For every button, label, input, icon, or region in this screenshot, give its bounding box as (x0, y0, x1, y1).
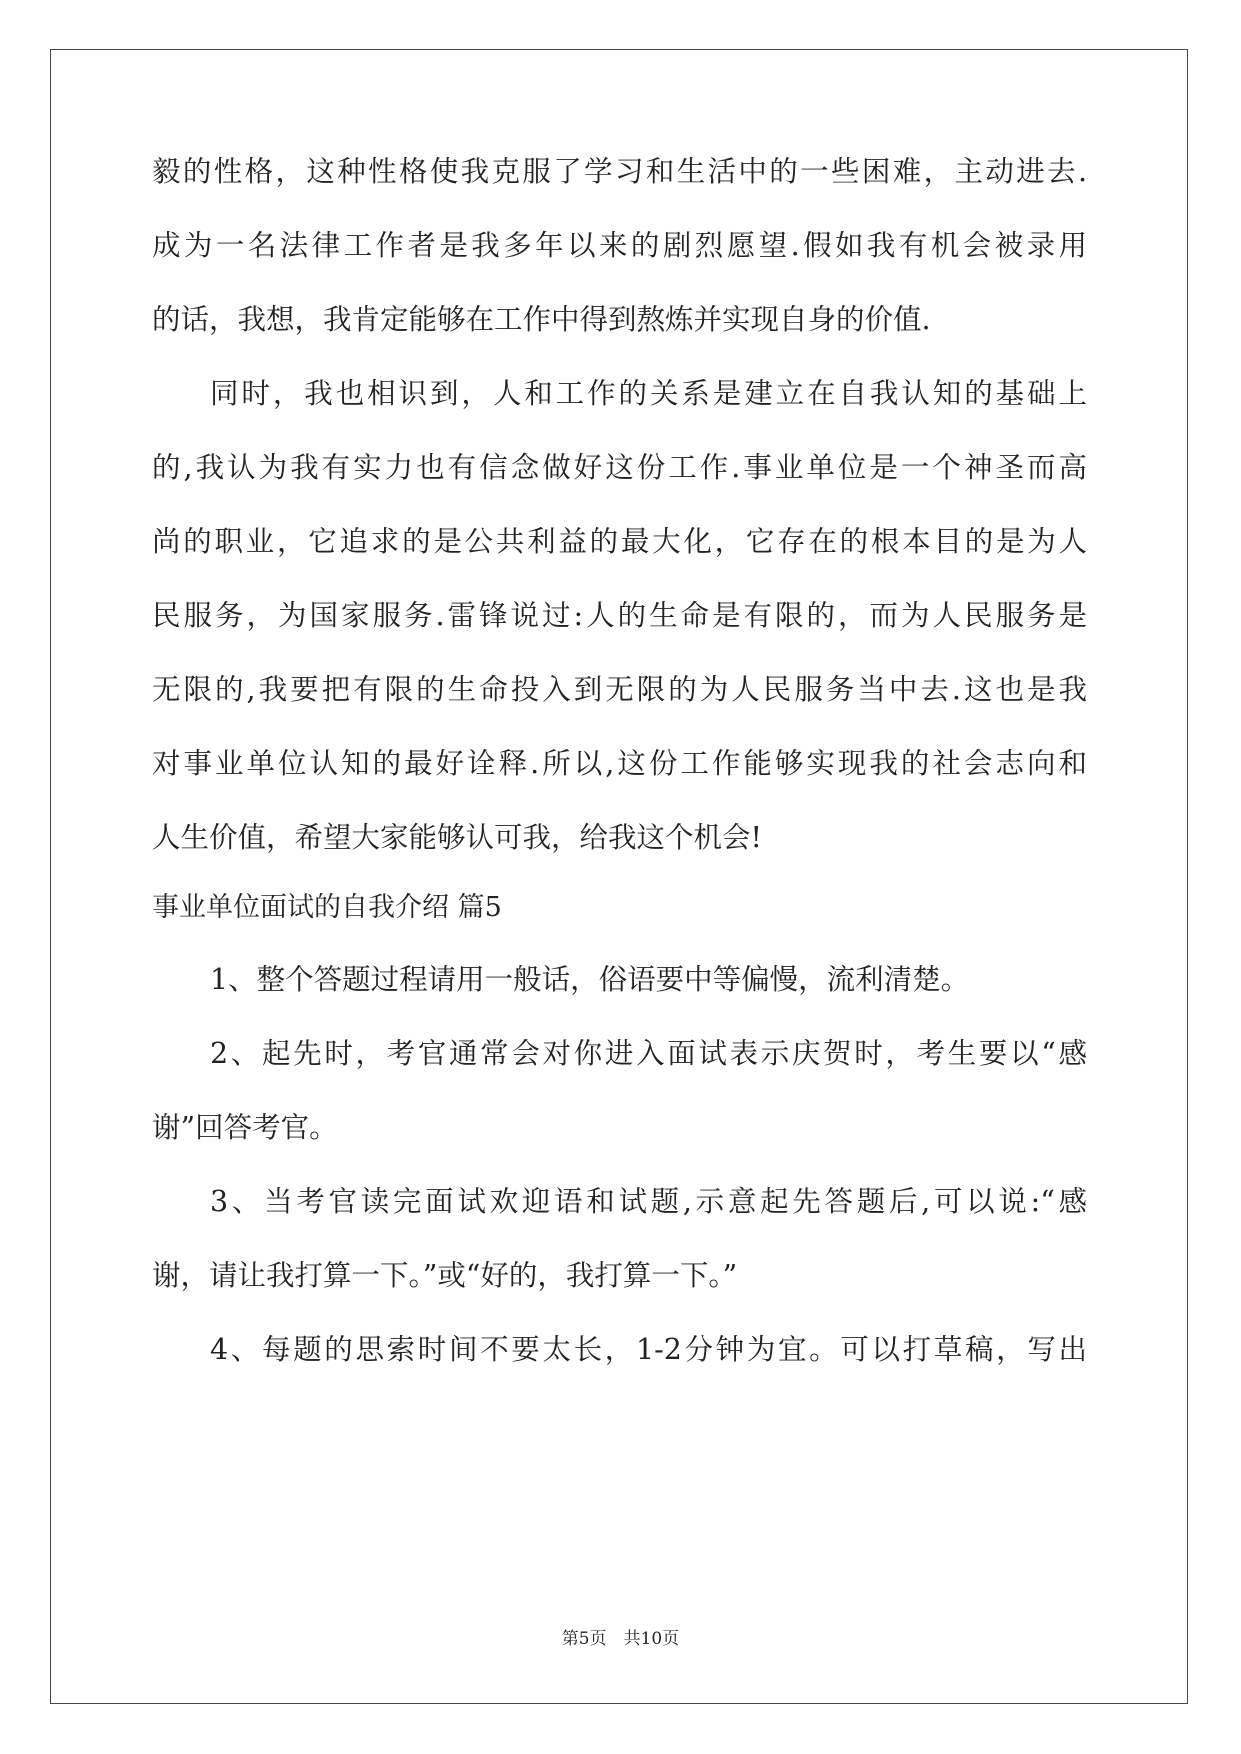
paragraph-line: 3、当考官读完面试欢迎语和试题,示意起先答题后,可以说:“感 (210, 1185, 1087, 1218)
paragraph-line: 谢”回答考官。 (152, 1111, 338, 1144)
paragraph-line: 成为一名法律工作者是我多年以来的剧烈愿望.假如我有机会被录用 (152, 229, 1087, 262)
page-footer: 第5页 共10页 (561, 1629, 680, 1649)
paragraph-line: 谢，请让我打算一下。”或“好的，我打算一下。” (152, 1259, 738, 1292)
paragraph-line: 1、整个答题过程请用一般话，俗语要中等偏慢，流利清楚。 (210, 963, 970, 996)
paragraph-line: 的,我认为我有实力也有信念做好这份工作.事业单位是一个神圣而高 (152, 451, 1087, 484)
section-heading: 事业单位面试的自我介绍 篇5 (152, 892, 502, 923)
paragraph-line: 的话，我想，我肯定能够在工作中得到熬炼并实现自身的价值. (152, 303, 931, 336)
paragraph-line: 毅的性格，这种性格使我克服了学习和生活中的一些困难，主动进去. (152, 155, 1087, 188)
paragraph-line: 同时，我也相识到，人和工作的关系是建立在自我认知的基础上 (210, 377, 1087, 410)
paragraph-line: 4、每题的思索时间不要太长，1-2分钟为宜。可以打草稿，写出 (210, 1333, 1087, 1366)
paragraph-line: 2、起先时，考官通常会对你进入面试表示庆贺时，考生要以“感 (210, 1037, 1087, 1070)
paragraph-line: 无限的,我要把有限的生命投入到无限的为人民服务当中去.这也是我 (152, 673, 1087, 706)
paragraph-line: 民服务，为国家服务.雷锋说过:人的生命是有限的，而为人民服务是 (152, 599, 1087, 632)
page-border (50, 49, 1188, 1704)
paragraph-line: 对事业单位认知的最好诠释.所以,这份工作能够实现我的社会志向和 (152, 747, 1087, 780)
paragraph-line: 尚的职业，它追求的是公共利益的最大化，它存在的根本目的是为人 (152, 525, 1087, 558)
paragraph-line: 人生价值，希望大家能够认可我，给我这个机会! (152, 821, 762, 854)
